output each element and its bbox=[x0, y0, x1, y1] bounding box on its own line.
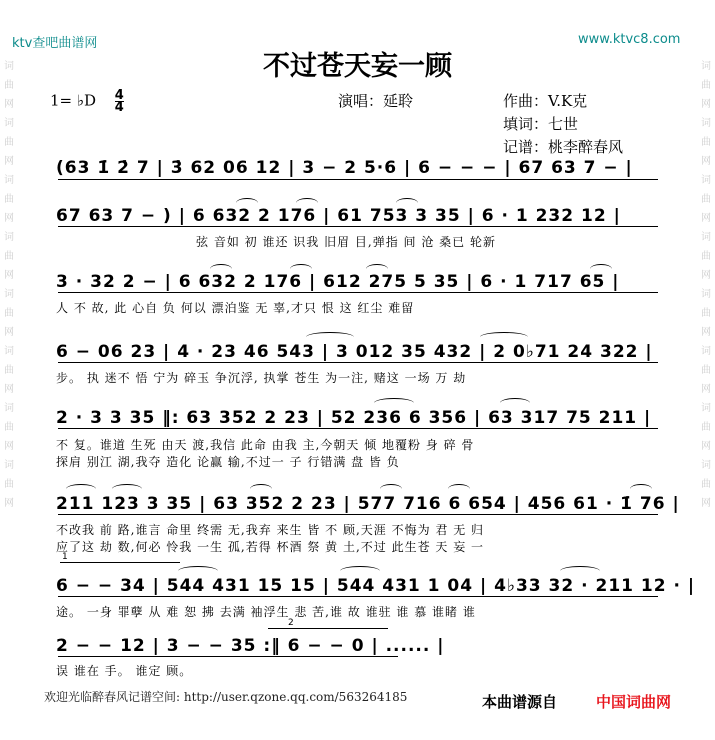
score-row-5: 2 · 3 3 35 ‖: 63 352 2 23 | 52 236 6 356 | 63 317 75 211 | bbox=[56, 408, 652, 428]
side-watermark-char: 网 bbox=[4, 99, 14, 110]
side-watermark-char: 词 bbox=[4, 118, 14, 129]
side-watermark-char: 网 bbox=[701, 213, 711, 224]
lyrics-row-6a: 不改我 前 路,谁言 命里 终需 无,我弃 来生 皆 不 顾,天涯 不悔为 君 无 归 bbox=[56, 523, 485, 537]
site-watermark-left: ktv查吧曲谱网 bbox=[12, 36, 98, 51]
source-label: 本曲谱源自 bbox=[482, 693, 558, 711]
volta-2-number: 2 bbox=[288, 618, 294, 628]
side-watermark-char: 曲 bbox=[701, 365, 711, 376]
source-site-name: 中国词曲网 bbox=[596, 693, 672, 711]
side-watermark-char: 网 bbox=[4, 156, 14, 167]
side-watermark-char: 词 bbox=[4, 403, 14, 414]
side-watermark-char: 网 bbox=[4, 270, 14, 281]
side-watermark-char: 网 bbox=[701, 384, 711, 395]
lyrics-row-7: 途。 一身 罪孽 从 难 恕 拂 去满 袖浮生 悲 苦,谁 故 谁驻 谁 慕 谁睹 谁 bbox=[56, 605, 476, 619]
score-row-1: (63 1̇ 2̇ 7 | 3̇ 62 06 12 | 3 − 2 5·6 | 6 − − − | 67 63 7 − | bbox=[56, 158, 633, 178]
side-watermark-char: 词 bbox=[701, 232, 711, 243]
side-watermark-char: 曲 bbox=[701, 194, 711, 205]
side-watermark-char: 网 bbox=[4, 384, 14, 395]
lyrics-row-5b: 探肩 别江 湖,我夺 造化 论赢 输,不过一 子 行错满 盘 皆 负 bbox=[56, 455, 400, 469]
side-watermark-char: 曲 bbox=[701, 251, 711, 262]
side-watermark-char: 曲 bbox=[701, 137, 711, 148]
score-row-8: 2 − − 12 | 3 − − 35 :‖ 6 − − 0 | ...... | bbox=[56, 636, 445, 656]
score-row-7: 6 − − 34 | 544 431 15 15 | 544 431 1 04 | 4♭33 32 · 211 12 · | bbox=[56, 576, 696, 596]
side-watermark-char: 曲 bbox=[4, 251, 14, 262]
volta-2-bracket bbox=[268, 628, 388, 629]
lyrics-row-3: 人 不 故, 此 心自 负 何以 漂泊鉴 无 辜,才只 恨 这 红尘 难留 bbox=[56, 301, 415, 315]
side-watermark-char: 曲 bbox=[701, 308, 711, 319]
side-watermark-char: 词 bbox=[4, 346, 14, 357]
welcome-footer: 欢迎光临醉春风记谱空间: http://user.qzone.qq.com/563264185 bbox=[44, 690, 408, 704]
side-watermark-char: 曲 bbox=[4, 80, 14, 91]
site-watermark-right: www.ktvc8.com bbox=[578, 32, 681, 47]
side-watermark-char: 词 bbox=[701, 289, 711, 300]
key-label: 1= ♭D bbox=[50, 91, 96, 110]
lyrics-row-2: 弦 音如 初 谁还 识我 旧眉 目,弹指 间 沧 桑已 轮新 bbox=[196, 235, 496, 249]
composer-credit: 作曲：V.K克 bbox=[503, 92, 588, 110]
side-watermark-char: 词 bbox=[701, 175, 711, 186]
side-watermark-char: 曲 bbox=[4, 365, 14, 376]
side-watermark-char: 网 bbox=[4, 441, 14, 452]
volta-1-number: 1 bbox=[62, 552, 68, 562]
side-watermark-char: 网 bbox=[4, 327, 14, 338]
side-watermark-char: 词 bbox=[701, 118, 711, 129]
side-watermark-char: 曲 bbox=[4, 308, 14, 319]
side-watermark-char: 网 bbox=[4, 498, 14, 509]
side-watermark-char: 网 bbox=[701, 441, 711, 452]
song-title: 不过苍天妄一顾 bbox=[263, 51, 452, 82]
lyrics-row-4: 步。 执 迷不 悟 宁为 碎玉 争沉浮, 执掌 苍生 为一注, 赌这 一场 万 劫 bbox=[56, 371, 467, 385]
side-watermark-char: 网 bbox=[701, 99, 711, 110]
transcriber-credit: 记谱：桃李醉春风 bbox=[503, 138, 624, 156]
lyricist-credit: 填词：七世 bbox=[503, 115, 579, 133]
side-watermark-char: 曲 bbox=[4, 422, 14, 433]
lyrics-row-5a: 不 复。谁道 生死 由天 渡,我信 此命 由我 主,今朝天 倾 地覆粉 身 碎 骨 bbox=[56, 438, 475, 452]
lyrics-row-6b: 应了这 劫 数,何必 怜我 一生 孤,若得 杯酒 祭 黄 土,不过 此生苍 天 妄 一 bbox=[56, 540, 485, 554]
score-row-3: 3 · 32 2 − | 6 632 2 176 | 612 275 5 35 | 6 · 1 717 65 | bbox=[56, 272, 620, 292]
volta-1-bracket bbox=[60, 562, 180, 563]
side-watermark-char: 网 bbox=[701, 270, 711, 281]
time-signature bbox=[115, 90, 124, 113]
side-watermark-char: 网 bbox=[701, 156, 711, 167]
side-watermark-char: 词 bbox=[4, 232, 14, 243]
side-watermark-char: 词 bbox=[4, 61, 14, 72]
side-watermark-char: 曲 bbox=[701, 479, 711, 490]
score-row-2: 67 63 7 − ) | 6 632 2 176 | 61 753 3 35 | 6 · 1 232 12 | bbox=[56, 206, 621, 226]
side-watermark-char: 词 bbox=[701, 61, 711, 72]
singer-credit: 演唱：延聆 bbox=[338, 92, 414, 110]
side-watermark-char: 词 bbox=[701, 346, 711, 357]
side-watermark-char: 曲 bbox=[4, 479, 14, 490]
side-watermark-left bbox=[2, 60, 16, 516]
key-signature bbox=[50, 90, 124, 113]
side-watermark-char: 词 bbox=[701, 460, 711, 471]
side-watermark-char: 曲 bbox=[701, 80, 711, 91]
side-watermark-char: 词 bbox=[4, 289, 14, 300]
side-watermark-char: 网 bbox=[701, 327, 711, 338]
score-row-6: 211 123 3 35 | 63 352 2 23 | 577 716 6 654 | 456 61 · 1̇ 76 | bbox=[56, 494, 680, 514]
time-top: 4 bbox=[114, 88, 124, 103]
score-row-4: 6 − 06 23 | 4 · 23 46 543 | 3 012 35 432 | 2 0♭71 24 322 | bbox=[56, 342, 653, 362]
side-watermark-char: 曲 bbox=[4, 137, 14, 148]
lyrics-row-8: 误 谁在 手。 谁定 顾。 bbox=[56, 664, 193, 678]
side-watermark-right bbox=[699, 60, 713, 516]
side-watermark-char: 网 bbox=[701, 498, 711, 509]
side-watermark-char: 词 bbox=[4, 175, 14, 186]
time-bottom: 4 bbox=[114, 100, 124, 115]
side-watermark-char: 网 bbox=[4, 213, 14, 224]
side-watermark-char: 词 bbox=[4, 460, 14, 471]
side-watermark-char: 词 bbox=[701, 403, 711, 414]
side-watermark-char: 曲 bbox=[701, 422, 711, 433]
side-watermark-char: 曲 bbox=[4, 194, 14, 205]
